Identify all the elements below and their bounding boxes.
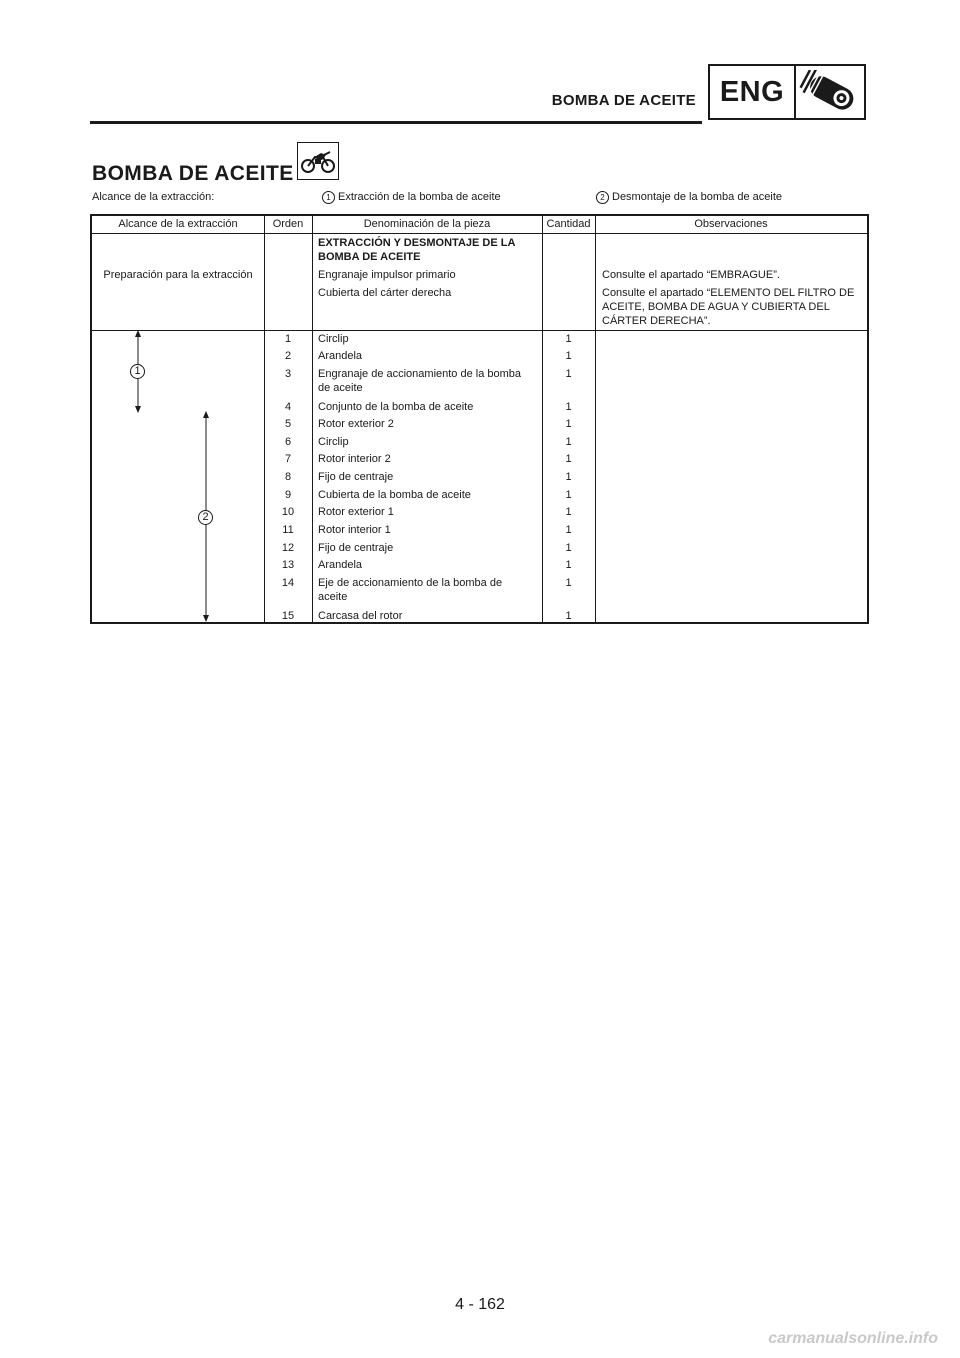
header-rule xyxy=(90,121,702,124)
prep-part-2: Cubierta del cárter derecha xyxy=(318,287,452,299)
row-order: 13 xyxy=(281,559,295,571)
row-part: Circlip xyxy=(318,436,349,448)
scope-item-1 xyxy=(322,191,501,204)
row-part: Arandela xyxy=(318,559,363,571)
row-part: Arandela xyxy=(318,350,363,362)
row-qty: 1 xyxy=(565,453,572,465)
engine-wrench-icon xyxy=(796,66,864,118)
row-part-cont: aceite xyxy=(318,591,348,603)
running-title: BOMBA DE ACEITE xyxy=(551,92,696,109)
col-header-notes: Observaciones xyxy=(694,218,768,230)
prep-heading-line1: EXTRACCIÓN Y DESMONTAJE DE LA xyxy=(318,237,516,249)
scope-item-2-number: 2 xyxy=(596,191,609,204)
row-order: 4 xyxy=(284,401,292,413)
row-part-cont: de aceite xyxy=(318,382,363,394)
row-qty: 1 xyxy=(565,368,572,380)
row-part: Fijo de centraje xyxy=(318,471,394,483)
col-header-order: Orden xyxy=(272,218,304,230)
prep-note-2-line1: Consulte el apartado “ELEMENTO DEL FILTRO DE xyxy=(602,287,855,299)
scope-label: Alcance de la extracción: xyxy=(92,191,215,203)
row-order: 7 xyxy=(284,453,292,465)
prep-note-2-line2: ACEITE, BOMBA DE AGUA Y CUBIERTA DEL xyxy=(602,301,830,313)
section-badge xyxy=(708,64,866,120)
row-qty: 1 xyxy=(565,542,572,554)
row-order: 8 xyxy=(284,471,292,483)
col-header-part: Denominación de la pieza xyxy=(363,218,491,230)
row-part: Rotor exterior 2 xyxy=(318,418,394,430)
page-number: 4 - 162 xyxy=(455,1296,505,1313)
row-order: 1 xyxy=(284,333,292,345)
row-order: 14 xyxy=(281,577,295,589)
row-qty: 1 xyxy=(565,577,572,589)
watermark-link[interactable]: carmanualsonline.info xyxy=(768,1330,938,1347)
row-order: 12 xyxy=(281,542,295,554)
parts-table xyxy=(90,214,869,624)
row-order: 3 xyxy=(284,368,292,380)
row-order: 15 xyxy=(281,610,295,622)
col-divider xyxy=(312,216,313,622)
row-qty: 1 xyxy=(565,489,572,501)
prep-scope-text: Preparación para la extracción xyxy=(103,269,253,281)
row-part: Eje de accionamiento de la bomba de xyxy=(318,577,503,589)
row-qty: 1 xyxy=(565,471,572,483)
row-part: Circlip xyxy=(318,333,349,345)
row-part: Rotor interior 2 xyxy=(318,453,391,465)
prep-part-1: Engranaje impulsor primario xyxy=(318,269,456,281)
segment-1-arrow-down xyxy=(135,406,141,413)
row-qty: 1 xyxy=(565,610,572,622)
col-header-scope: Alcance de la extracción xyxy=(118,218,238,230)
row-qty: 1 xyxy=(565,350,572,362)
prep-note-2-line3: CÁRTER DERECHA”. xyxy=(602,315,711,327)
row-qty: 1 xyxy=(565,436,572,448)
row-order: 9 xyxy=(284,489,292,501)
row-qty: 1 xyxy=(565,524,572,536)
segment-2-arrow-up xyxy=(203,411,209,418)
scope-item-2 xyxy=(596,191,782,204)
row-part: Rotor exterior 1 xyxy=(318,506,394,518)
motorcycle-icon xyxy=(297,142,339,180)
row-part: Conjunto de la bomba de aceite xyxy=(318,401,474,413)
row-order: 6 xyxy=(284,436,292,448)
col-divider xyxy=(595,216,596,622)
section-badge-label: ENG xyxy=(710,66,796,118)
segment-2-arrow-down xyxy=(203,615,209,622)
segment-2-label: 2 xyxy=(198,510,213,525)
row-part: Cubierta de la bomba de aceite xyxy=(318,489,471,501)
row-qty: 1 xyxy=(565,333,572,345)
row-part: Fijo de centraje xyxy=(318,542,394,554)
section-title: BOMBA DE ACEITE xyxy=(92,162,294,185)
scope-item-1-number: 1 xyxy=(322,191,335,204)
row-order: 5 xyxy=(284,418,292,430)
row-order: 2 xyxy=(284,350,292,362)
row-qty: 1 xyxy=(565,401,572,413)
row-part: Engranaje de accionamiento de la bomba xyxy=(318,368,522,380)
row-order: 11 xyxy=(282,524,294,536)
scope-item-2-text: Desmontaje de la bomba de aceite xyxy=(612,191,782,203)
row-qty: 1 xyxy=(565,418,572,430)
scope-item-1-text: Extracción de la bomba de aceite xyxy=(338,191,501,203)
scope-brackets xyxy=(92,216,264,622)
col-header-qty: Cantidad xyxy=(546,218,591,230)
segment-1-arrow-up xyxy=(135,330,141,337)
row-qty: 1 xyxy=(565,506,572,518)
row-part: Rotor interior 1 xyxy=(318,524,391,536)
row-qty: 1 xyxy=(565,559,572,571)
prep-heading-line2: BOMBA DE ACEITE xyxy=(318,251,421,263)
segment-1-label: 1 xyxy=(130,364,145,379)
prep-note-1: Consulte el apartado “EMBRAGUE”. xyxy=(602,269,780,281)
row-part: Carcasa del rotor xyxy=(318,610,403,622)
row-order: 10 xyxy=(281,506,295,518)
